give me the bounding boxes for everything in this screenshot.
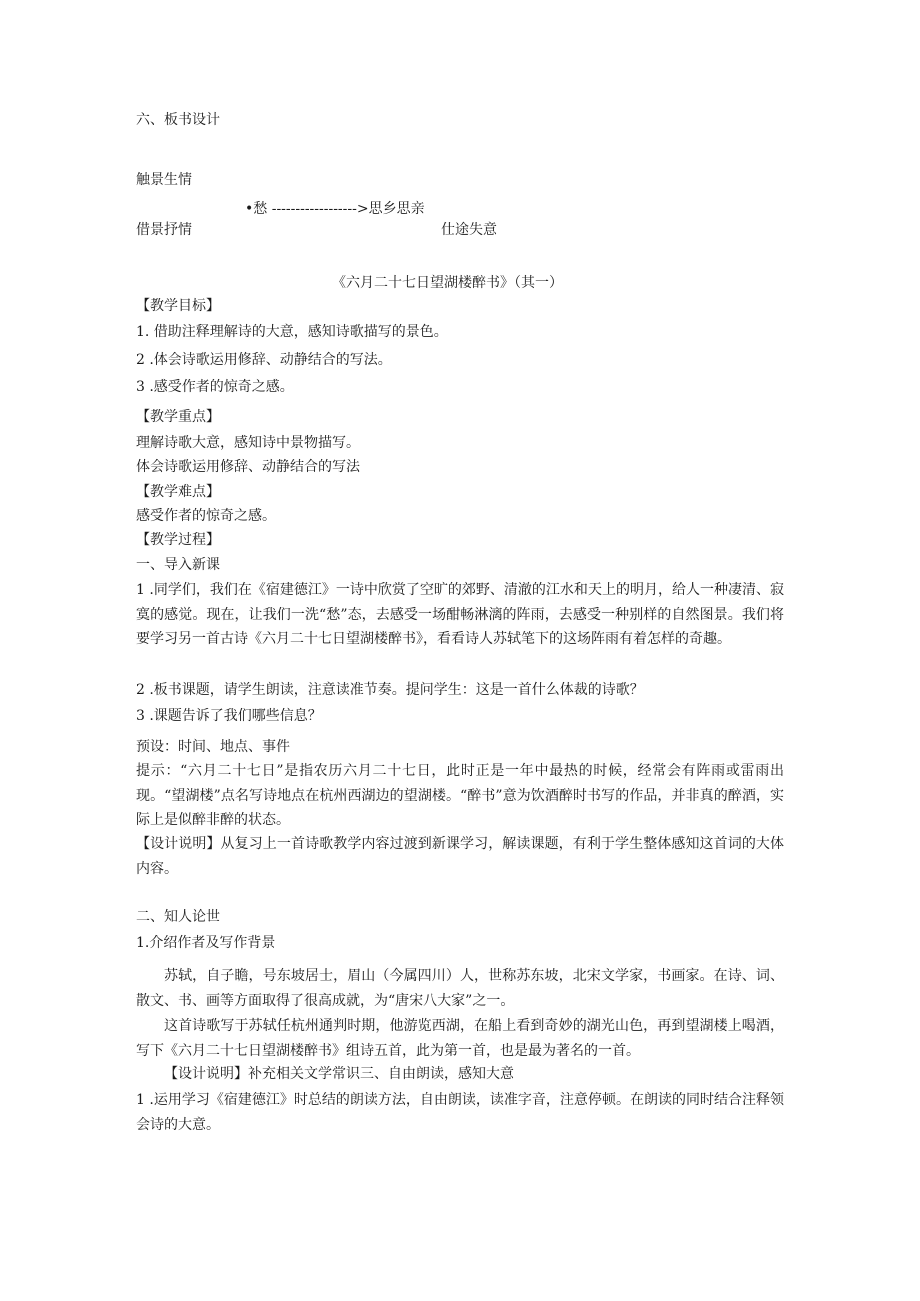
difficulty-text: 感受作者的惊奇之感。 <box>136 508 276 524</box>
focus-heading: 【教学重点】 <box>136 409 220 425</box>
paragraph-item: 1 .运用学习《宿建德江》时总结的朗读方法，自由朗读，读准字音，注意停顿。在朗读的同时结合注释领会诗的大意。 <box>136 1092 784 1133</box>
hint-paragraph: 提示：“六月二十七日”是指农历六月二十七日，此时正是一年中最热的时候，经常会有阵雨或雷雨出现。“望湖楼”点名写诗地点在杭州西湖边的望湖楼。“醉书”意为饮酒醉时书写的作品，并非真的醉酒，实际上是似醉非醉的状态。 <box>136 763 784 828</box>
author-bio: 苏轼，自子瞻，号东坡居士，眉山（今属四川）人，世称苏东坡，北宋文学家，书画家。在诗、词、散文、书、画等方面取得了很高成就，为“唐宋八大家”之一。 <box>136 968 784 1009</box>
design-note: 【设计说明】从复习上一首诗歌教学内容过渡到新课学习，解读课题，有利于学生整体感知这首词的大体内容。 <box>136 836 784 877</box>
subsection-heading: 1.介绍作者及写作背景 <box>136 935 276 951</box>
design-note: 【设计说明】补充相关文学常识三、自由朗读，感知大意 <box>164 1066 514 1082</box>
background-paragraph: 这首诗歌写于苏轼任杭州通判时期，他游览西湖，在船上看到奇妙的湖光山色，再到望湖楼上喝酒，写下《六月二十七日望湖楼醉书》组诗五首，此为第一首，也是最为著名的一首。 <box>136 1018 784 1059</box>
goal-item: 3 .感受作者的惊奇之感。 <box>136 379 294 395</box>
goal-item: 1. 借助注释理解诗的大意，感知诗歌描写的景色。 <box>136 324 448 340</box>
paragraph-item: 3 .课题告诉了我们哪些信息？ <box>136 708 322 724</box>
goals-heading: 【教学目标】 <box>136 298 220 314</box>
board-design-heading: 六、板书设计 <box>136 112 220 128</box>
board-right-2: 仕途失意 <box>441 222 497 238</box>
focus-item: 理解诗歌大意，感知诗中景物描写。 <box>136 435 360 451</box>
goal-item: 2 .体会诗歌运用修辞、动静结合的写法。 <box>136 352 392 368</box>
board-arrow-line: •愁 ------------------>思乡思亲 <box>245 201 425 217</box>
paragraph-intro: 1 .同学们，我们在《宿建德江》一诗中欣赏了空旷的郊野、清澈的江水和天上的明月，给人一种凄清、寂寞的感觉。现在，让我们一洗“愁”态，去感受一场酣畅淋漓的阵雨，去感受一种别样的自然图景。我们将要学习另一首古诗《六月二十七日望湖楼醉书》，看看诗人苏轼笔下的这场阵雨有着怎样的奇趣。 <box>136 582 784 647</box>
lesson-title: 《六月二十七日望湖楼醉书》（其一） <box>332 275 563 291</box>
board-label-2: 借景抒情 <box>136 222 192 238</box>
section-heading: 二、知人论世 <box>136 909 220 925</box>
section-heading: 一、导入新课 <box>136 557 220 573</box>
focus-item: 体会诗歌运用修辞、动静结合的写法 <box>136 459 360 475</box>
paragraph-item: 2 .板书课题，请学生朗读，注意读准节奏。提问学生：这是一首什么体裁的诗歌？ <box>136 682 644 698</box>
preset-text: 预设：时间、地点、事件 <box>136 739 290 755</box>
board-label-1: 触景生情 <box>136 172 192 188</box>
difficulty-heading: 【教学难点】 <box>136 484 220 500</box>
process-heading: 【教学过程】 <box>136 532 220 548</box>
